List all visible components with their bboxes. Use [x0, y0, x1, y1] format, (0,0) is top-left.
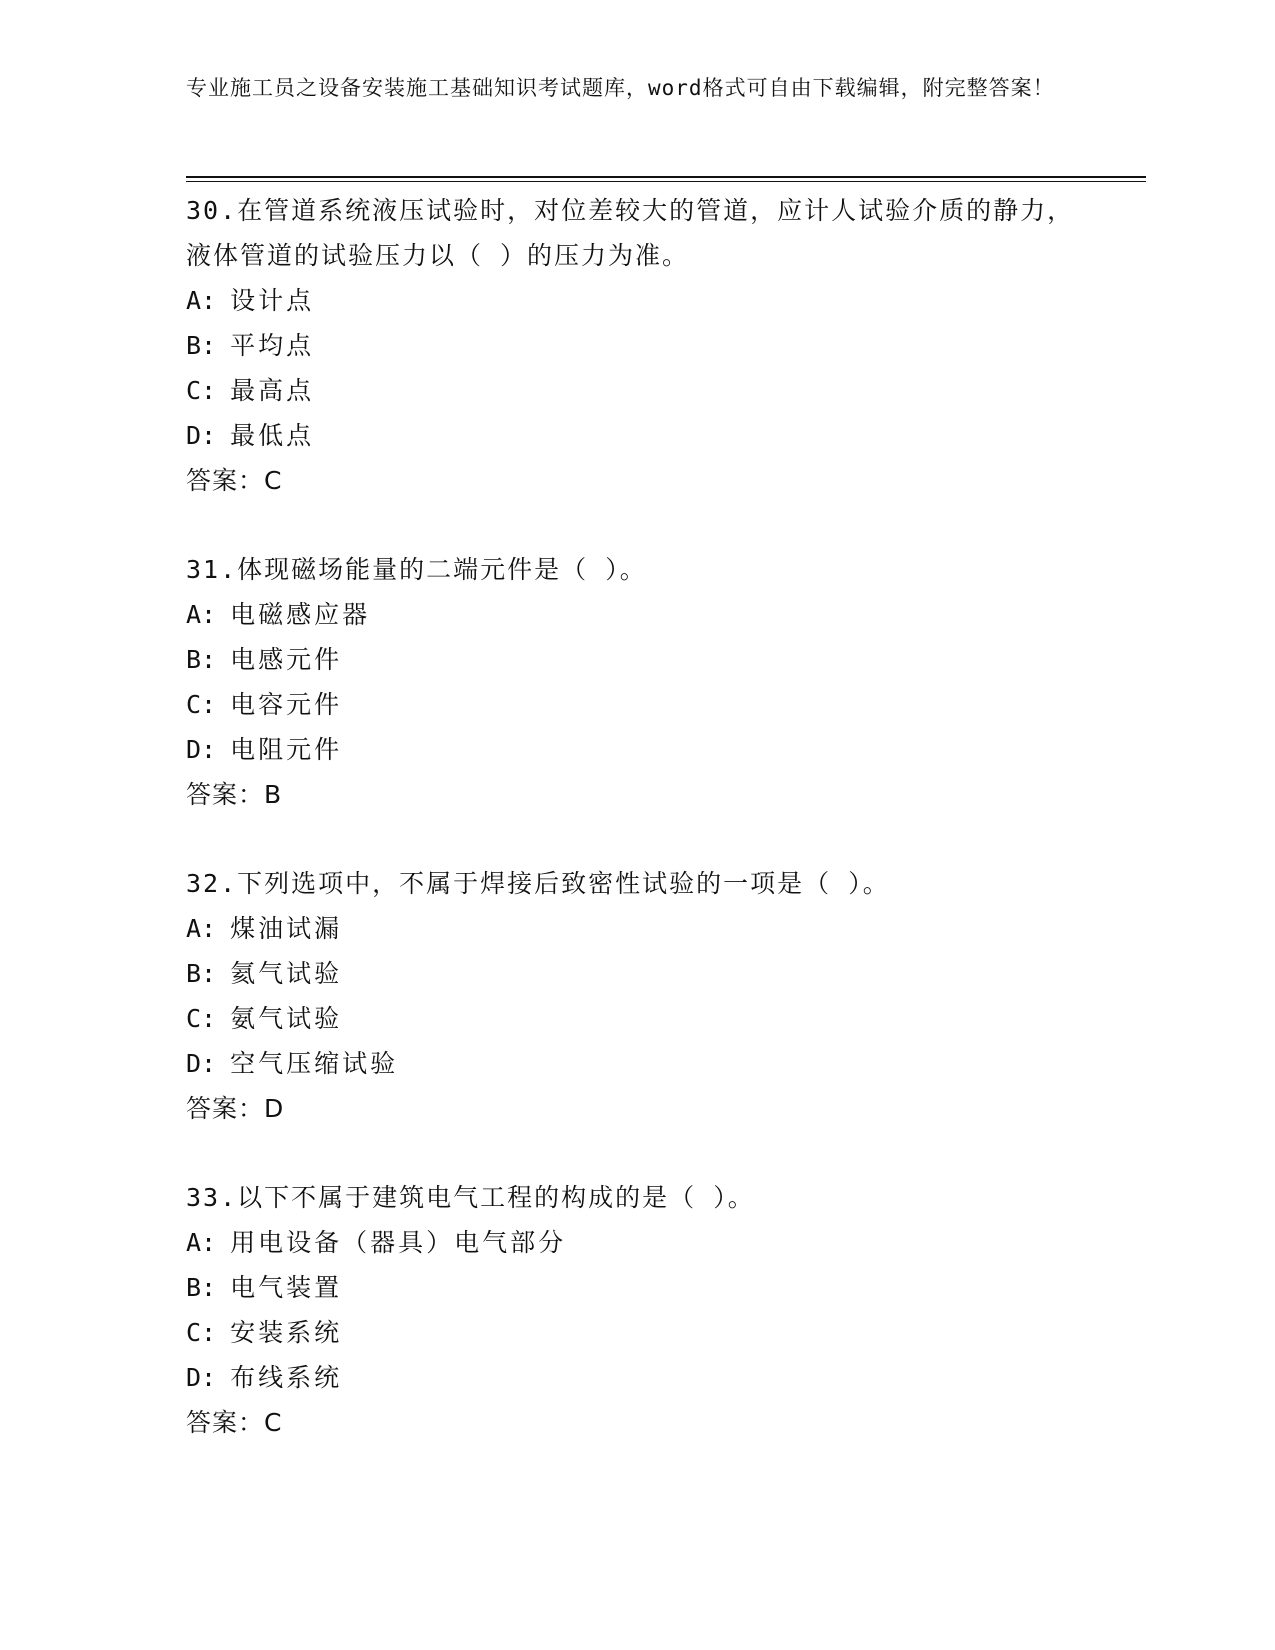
option-b — [186, 323, 1086, 368]
option-letter: A: — [186, 600, 217, 629]
option-b — [186, 951, 1086, 996]
option-letter: D: — [186, 735, 217, 764]
option-text: 电感元件 — [230, 645, 343, 674]
option-text: 安装系统 — [230, 1318, 343, 1347]
document-header: 专业施工员之设备安装施工基础知识考试题库，word格式可自由下载编辑，附完整答案！ — [186, 76, 1055, 100]
option-d — [186, 1355, 1086, 1400]
question-stem: 31.体现磁场能量的二端元件是（ ）。 — [186, 555, 647, 584]
answer-line: 答案：C — [186, 1408, 283, 1437]
option-text: 平均点 — [230, 331, 315, 360]
option-letter: D: — [186, 421, 217, 450]
option-c — [186, 1310, 1086, 1355]
option-letter: A: — [186, 1228, 217, 1257]
option-letter: C: — [186, 690, 217, 719]
option-text: 电容元件 — [230, 690, 343, 719]
answer-line: 答案：D — [186, 1094, 285, 1123]
question-list — [186, 188, 1086, 1489]
option-b — [186, 637, 1086, 682]
answer-line: 答案：C — [186, 466, 283, 495]
header-divider-thick — [186, 176, 1146, 178]
option-letter: C: — [186, 376, 217, 405]
option-c — [186, 682, 1086, 727]
option-a — [186, 592, 1086, 637]
option-letter: C: — [186, 1318, 217, 1347]
question-31 — [186, 547, 1086, 817]
option-letter: B: — [186, 1273, 217, 1302]
option-text: 用电设备（器具）电气部分 — [230, 1228, 567, 1257]
question-33 — [186, 1175, 1086, 1445]
option-letter: C: — [186, 1004, 217, 1033]
option-d — [186, 413, 1086, 458]
option-text: 电磁感应器 — [230, 600, 371, 629]
option-letter: D: — [186, 1049, 217, 1078]
option-d — [186, 1041, 1086, 1086]
option-text: 最低点 — [230, 421, 315, 450]
question-stem: 33.以下不属于建筑电气工程的构成的是（ ）。 — [186, 1183, 755, 1212]
option-a — [186, 906, 1086, 951]
header-divider-thin — [186, 181, 1146, 182]
option-text: 空气压缩试验 — [230, 1049, 399, 1078]
option-letter: D: — [186, 1363, 217, 1392]
option-d — [186, 727, 1086, 772]
option-letter: B: — [186, 645, 217, 674]
option-b — [186, 1265, 1086, 1310]
option-letter: A: — [186, 914, 217, 943]
question-stem: 32.下列选项中，不属于焊接后致密性试验的一项是（ ）。 — [186, 869, 890, 898]
option-letter: B: — [186, 331, 217, 360]
option-text: 电气装置 — [230, 1273, 343, 1302]
question-32 — [186, 861, 1086, 1131]
answer-line: 答案：B — [186, 780, 283, 809]
option-text: 电阻元件 — [230, 735, 343, 764]
option-a — [186, 1220, 1086, 1265]
option-c — [186, 368, 1086, 413]
option-a — [186, 278, 1086, 323]
option-text: 布线系统 — [230, 1363, 343, 1392]
option-text: 煤油试漏 — [230, 914, 343, 943]
question-stem: 30.在管道系统液压试验时，对位差较大的管道，应计人试验介质的静力，液体管道的试验压力以（ ）的压力为准。 — [186, 196, 1075, 270]
option-text: 最高点 — [230, 376, 315, 405]
option-letter: B: — [186, 959, 217, 988]
option-letter: A: — [186, 286, 217, 315]
option-text: 氦气试验 — [230, 959, 343, 988]
option-text: 设计点 — [230, 286, 315, 315]
question-30 — [186, 188, 1086, 503]
option-c — [186, 996, 1086, 1041]
option-text: 氨气试验 — [230, 1004, 343, 1033]
